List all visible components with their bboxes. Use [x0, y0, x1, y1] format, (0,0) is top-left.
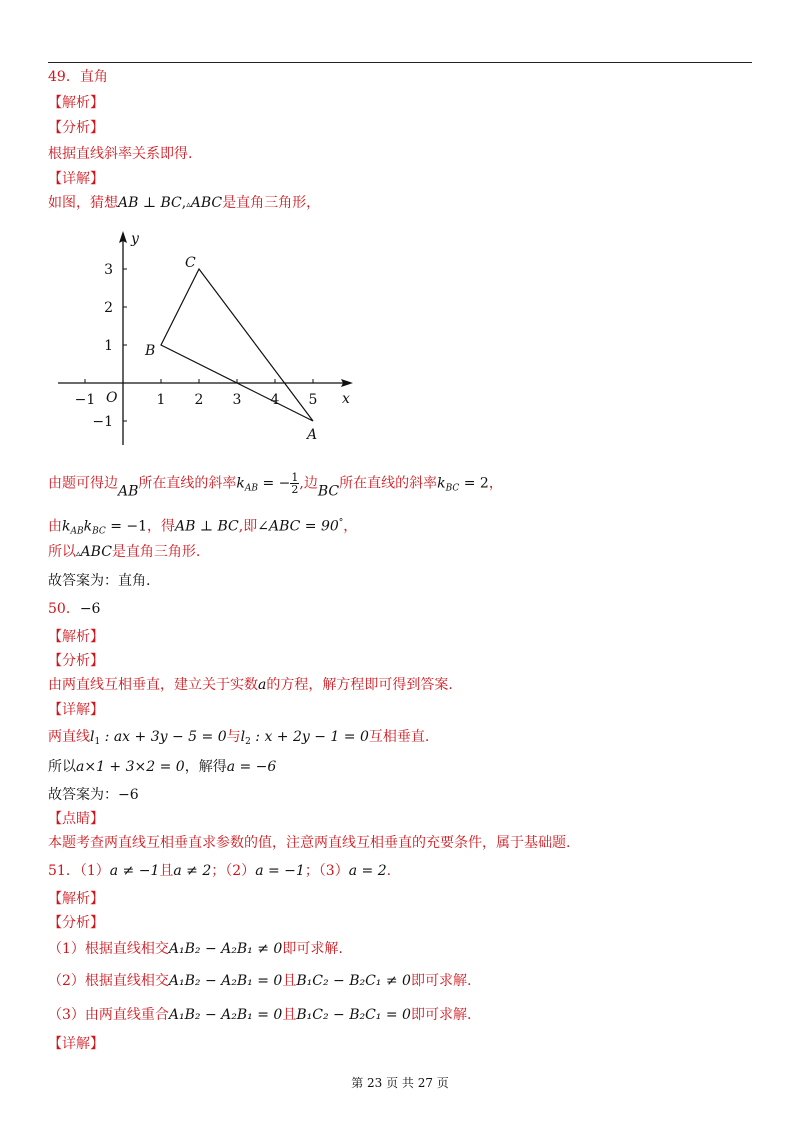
x-axis-label: x: [342, 391, 350, 407]
text: 即可求解.: [410, 973, 472, 989]
text: ，: [488, 475, 503, 492]
q49-number: 49．: [48, 69, 80, 85]
vertex-label-b: B: [145, 343, 156, 359]
x-tick-label: 2: [194, 392, 204, 408]
text: 且: [159, 863, 174, 879]
text: 由题可得边: [48, 475, 118, 492]
q50-tag-xiangjie: 【详解】: [48, 702, 104, 718]
vertex-label-a: A: [307, 427, 318, 443]
q49-step1: [48, 472, 503, 501]
q51-number: 51．: [48, 863, 80, 879]
q51-tag-jiexi: 【解析】: [48, 891, 104, 907]
q50-answer: −6: [79, 601, 101, 617]
math-subscript: AB: [244, 483, 259, 494]
x-tick-label: 4: [270, 392, 280, 408]
text: 所以: [48, 544, 76, 560]
q49-answer: 直角: [79, 69, 108, 85]
text: 所在直线的斜率: [138, 475, 237, 492]
math: a = 2: [348, 863, 387, 879]
q49-step2: [48, 514, 357, 541]
q51-tag-fenxi: 【分析】: [48, 915, 104, 931]
math: l: [240, 729, 246, 745]
q50-answer-line: [48, 786, 139, 804]
x-tick-label: −1: [74, 392, 96, 408]
degree-symbol: °: [338, 518, 344, 528]
page-footer: 第 23 页 共 27 页: [351, 1076, 449, 1090]
text: 所以: [48, 759, 76, 775]
math: B₁C₂ − B₂C₁ ≠ 0: [296, 973, 411, 989]
text: 由两直线互相垂直，建立关于实数: [48, 677, 258, 693]
math-subscript: BC: [445, 483, 460, 494]
text: ,边: [299, 475, 318, 492]
q49-tag-xiangjie: 【详解】: [48, 171, 104, 187]
y-tick-label: 3: [104, 262, 113, 278]
q51-analysis-3: [48, 1006, 471, 1024]
fraction-denominator: 2: [291, 483, 299, 496]
y-tick-label: 2: [104, 300, 113, 316]
text: 是直角三角形，: [222, 195, 321, 211]
text: （1）根据直线相交: [48, 941, 169, 957]
math: k: [62, 518, 71, 535]
q50-detail-line2: [48, 758, 276, 776]
q49-answer-line: 故答案为：直角.: [48, 573, 151, 589]
math: a = −1: [255, 863, 305, 879]
text: ，解得: [184, 759, 227, 775]
math: AB ⊥ BC: [175, 518, 239, 535]
coordinate-graph: [55, 225, 365, 450]
math: k: [83, 518, 93, 535]
q50-tag-jiexi: 【解析】: [48, 629, 104, 645]
math: BC: [317, 483, 340, 500]
text: ，: [343, 518, 358, 535]
y-tick-label: 1: [104, 338, 113, 354]
q50-detail-line1: [48, 728, 429, 751]
math: l: [90, 729, 95, 745]
x-tick-label: 5: [308, 392, 318, 408]
q50-tag-fenxi: 【分析】: [48, 653, 104, 669]
math: A₁B₂ − A₂B₁ ≠ 0: [168, 941, 283, 957]
q49-heading: [48, 68, 108, 86]
text: 如图，猜想: [48, 195, 118, 211]
math: a: [258, 677, 267, 693]
math-subscript: 1: [94, 737, 101, 747]
math-subscript: 2: [245, 737, 251, 747]
text: .: [386, 863, 392, 879]
math: ABC: [80, 544, 112, 560]
text: 即可求解.: [282, 941, 343, 957]
text: （2）根据直线相交: [48, 973, 169, 989]
q49-tag-jiexi: 【解析】: [48, 95, 104, 111]
vertex-label-c: C: [185, 255, 196, 271]
math-subscript: AB: [70, 526, 84, 537]
math: k: [236, 475, 245, 492]
math: −6: [118, 787, 139, 803]
math: = 2: [459, 475, 489, 492]
math: = −1: [105, 518, 148, 535]
text: 由: [48, 518, 62, 535]
math: ∠ABC = 90: [257, 518, 339, 535]
math: ,: [181, 195, 187, 211]
math: B₁C₂ − B₂C₁ = 0: [296, 1007, 411, 1023]
math: AB ⊥ BC: [118, 195, 182, 211]
q50-tag-dianjing: 【点睛】: [48, 811, 104, 827]
math: a ≠ 2: [173, 863, 212, 879]
q49-analysis: 根据直线斜率关系即得.: [48, 146, 193, 162]
text: 且: [282, 973, 297, 989]
math: a ≠ −1: [109, 863, 160, 879]
q49-tag-fenxi: 【分析】: [48, 120, 104, 136]
header-rule: [48, 62, 752, 63]
text: （1）: [79, 863, 110, 879]
math: A₁B₂ − A₂B₁ = 0: [168, 973, 283, 989]
text: 是直角三角形.: [111, 544, 201, 560]
fraction-numerator: 1: [291, 471, 299, 484]
q50-number: 50．: [48, 601, 80, 617]
math: ABC: [190, 195, 223, 211]
text: ,即: [238, 518, 258, 535]
origin-label: O: [106, 390, 118, 406]
text: ，得: [147, 518, 176, 535]
text: 故答案为：: [48, 787, 118, 803]
y-tick-label: −1: [92, 414, 113, 430]
x-tick-label: 3: [232, 392, 242, 408]
math-subscript: BC: [92, 526, 106, 537]
q50-note: 本题考查两直线互相垂直求参数的值，注意两直线互相垂直的充要条件，属于基础题.: [48, 835, 571, 851]
q51-analysis-1: [48, 940, 343, 958]
math: : ax + 3y − 5 = 0: [100, 729, 227, 745]
text: 的方程，解方程即可得到答案.: [266, 677, 453, 693]
q51-tag-xiangjie: 【详解】: [48, 1036, 104, 1052]
text: 所在直线的斜率: [339, 475, 438, 492]
q50-heading: [48, 600, 100, 618]
math: = −: [258, 475, 291, 492]
q49-detail-line1: [48, 194, 320, 214]
x-tick-label: 1: [156, 392, 166, 408]
math: : x + 2y − 1 = 0: [250, 729, 369, 745]
math: AB: [118, 483, 139, 500]
text: 两直线: [48, 729, 90, 745]
triangle-symbol: ▵: [76, 549, 81, 559]
math: k: [437, 475, 446, 492]
text: 即可求解.: [410, 1007, 472, 1023]
text: ；（3）: [304, 863, 349, 879]
math: A₁B₂ − A₂B₁ = 0: [168, 1007, 283, 1023]
triangle-symbol: ▵: [186, 200, 191, 210]
y-axis-label: y: [131, 231, 139, 247]
q51-analysis-2: [48, 972, 471, 990]
q50-analysis: [48, 676, 453, 694]
text: （3）由两直线重合: [48, 1007, 169, 1023]
text: ；（2）: [211, 863, 256, 879]
q51-heading: [48, 862, 391, 880]
text: 且: [282, 1007, 297, 1023]
math: a = −6: [226, 759, 277, 775]
text: 互相垂直.: [368, 729, 430, 745]
math: a×1 + 3×2 = 0: [76, 759, 185, 775]
text: 与: [226, 729, 241, 745]
q49-step3: [48, 543, 200, 563]
